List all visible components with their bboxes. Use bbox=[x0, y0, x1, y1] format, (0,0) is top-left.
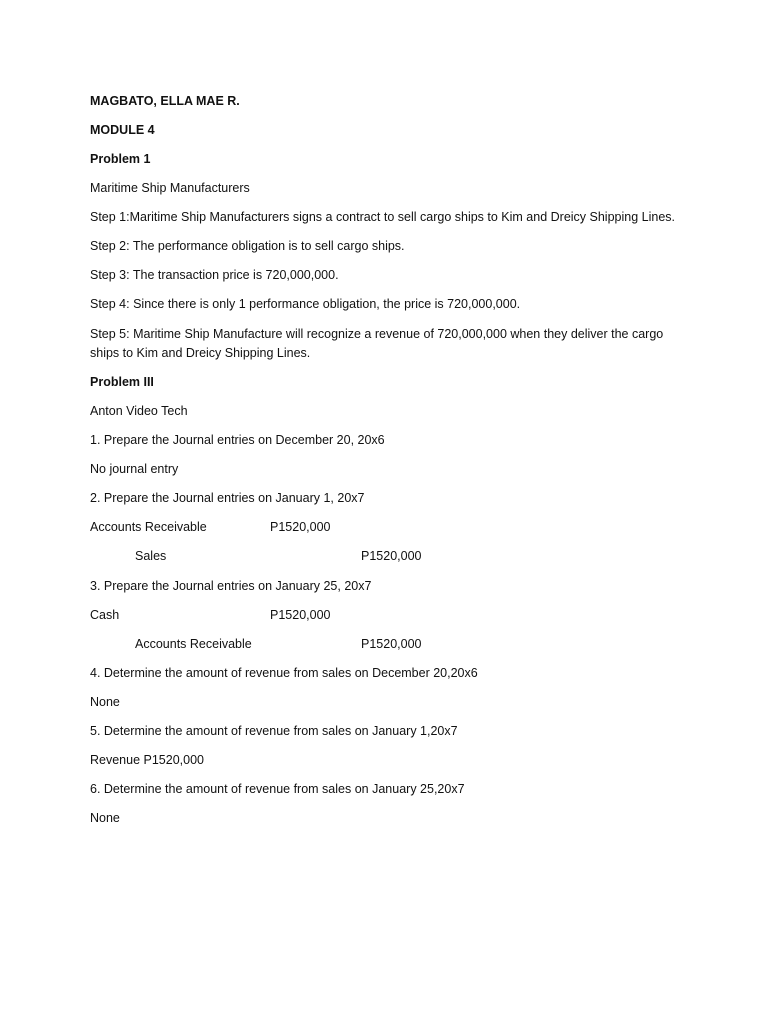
problem-1-company: Maritime Ship Manufacturers bbox=[90, 181, 250, 195]
step-3-text: Step 3: The transaction price is 720,000,000. bbox=[90, 268, 339, 282]
answer-1: No journal entry bbox=[90, 462, 179, 476]
answer-6: None bbox=[90, 811, 120, 825]
problem-1-heading: Problem 1 bbox=[90, 152, 151, 166]
student-name: MAGBATO, ELLA MAE R. bbox=[90, 94, 240, 108]
step-2-text: Step 2: The performance obligation is to sell cargo ships. bbox=[90, 239, 405, 253]
answer-4: None bbox=[90, 695, 120, 709]
je2-debit-amount: P1520,000 bbox=[270, 520, 331, 534]
question-5: 5. Determine the amount of revenue from sales on January 1,20x7 bbox=[90, 724, 458, 738]
step-1-text: Step 1:Maritime Ship Manufacturers signs a contract to sell cargo ships to Kim and Dreicy Shipping Lines. bbox=[90, 210, 675, 224]
question-6: 6. Determine the amount of revenue from sales on January 25,20x7 bbox=[90, 782, 465, 796]
question-3: 3. Prepare the Journal entries on January 25, 20x7 bbox=[90, 579, 372, 593]
je3-debit-amount: P1520,000 bbox=[270, 608, 331, 622]
je2-credit-amount: P1520,000 bbox=[361, 549, 422, 563]
je3-debit-account: Cash bbox=[90, 608, 120, 622]
step-5-text: Step 5: Maritime Ship Manufacture will recognize a revenue of 720,000,000 when they deliver the cargo ships to Kim and Dreicy Shipping Lines. bbox=[90, 327, 664, 360]
je3-credit-amount: P1520,000 bbox=[361, 637, 422, 651]
je3-credit-account: Accounts Receivable bbox=[135, 637, 252, 651]
step-4-text: Step 4: Since there is only 1 performance obligation, the price is 720,000,000. bbox=[90, 297, 521, 311]
answer-5: Revenue P1520,000 bbox=[90, 753, 204, 767]
question-2: 2. Prepare the Journal entries on January 1, 20x7 bbox=[90, 491, 365, 505]
je2-debit-account: Accounts Receivable bbox=[90, 520, 207, 534]
module-title: MODULE 4 bbox=[90, 123, 155, 137]
problem-3-heading: Problem III bbox=[90, 375, 154, 389]
question-4: 4. Determine the amount of revenue from sales on December 20,20x6 bbox=[90, 666, 478, 680]
je2-credit-account: Sales bbox=[135, 549, 167, 563]
question-1: 1. Prepare the Journal entries on December 20, 20x6 bbox=[90, 433, 385, 447]
problem-3-company: Anton Video Tech bbox=[90, 404, 188, 418]
